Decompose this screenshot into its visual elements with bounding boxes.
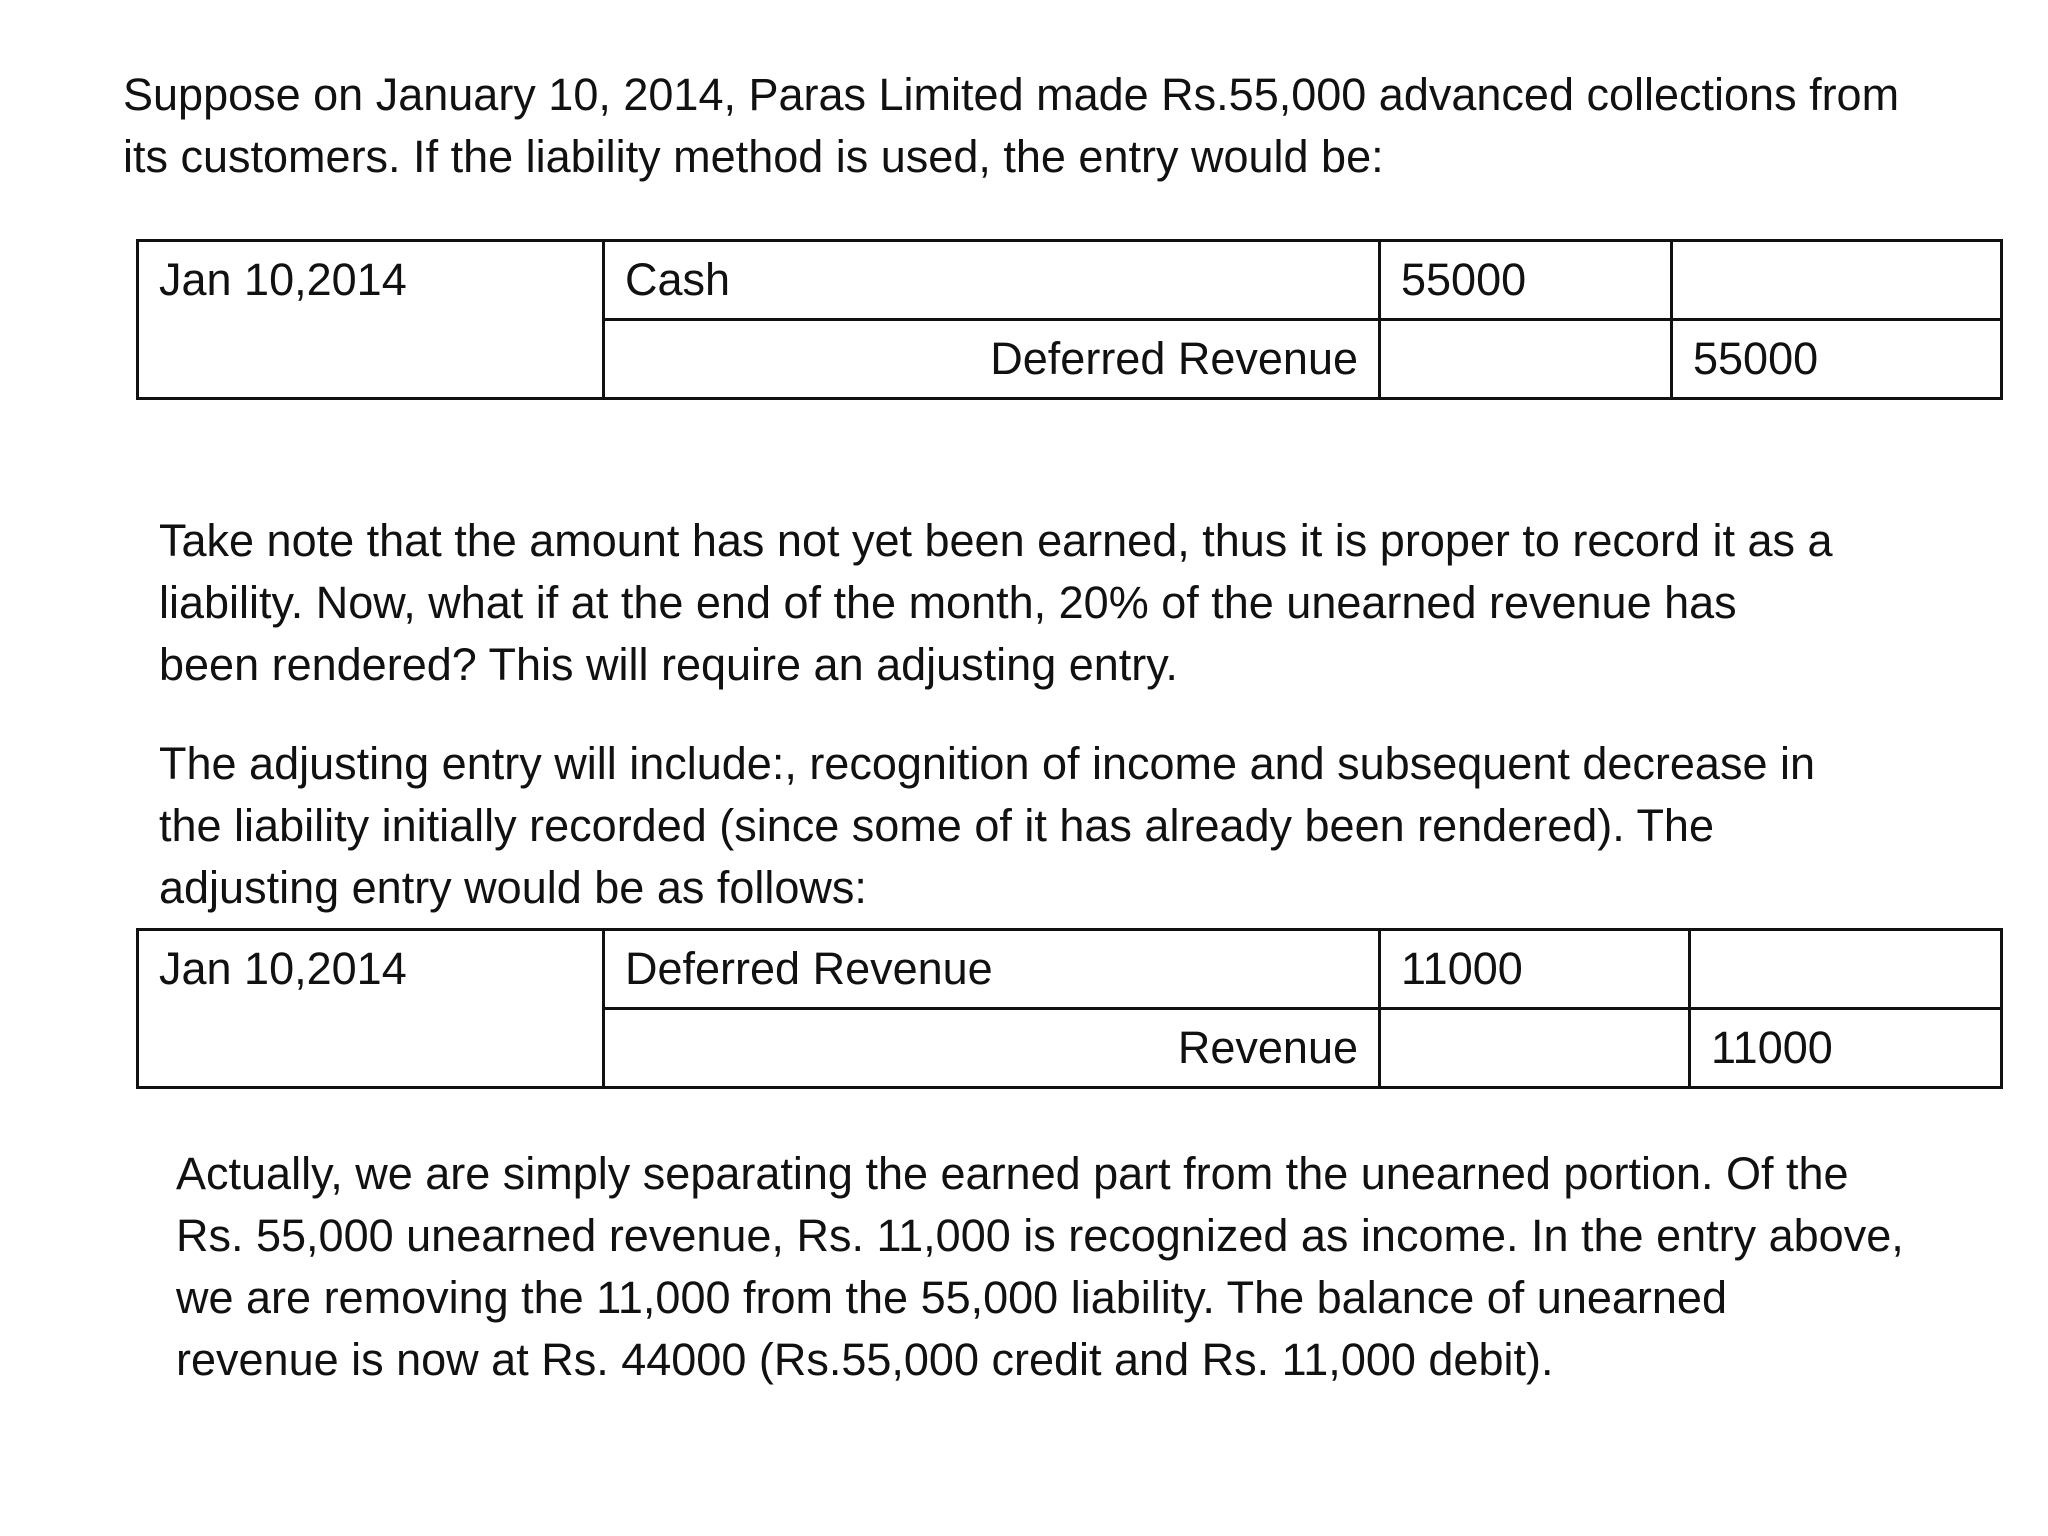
credit-account: Revenue <box>604 1009 1380 1088</box>
entry-date: Jan 10,2014 <box>138 241 604 399</box>
credit-amount-empty <box>1672 241 2002 320</box>
journal-debit-row <box>138 241 2002 320</box>
intro-paragraph: Suppose on January 10, 2014, Paras Limited made Rs.55,000 advanced collections from its customers. If the liability method is used, the entry would be: <box>123 69 1900 182</box>
note-paragraph: Take note that the amount has not yet been earned, thus it is proper to record it as a liability. Now, what if at the end of the month, 20% of the unearned revenue has been rendered? This will require an adjusting entry. <box>159 515 1833 690</box>
conclusion-paragraph: Actually, we are simply separating the earned part from the unearned portion. Of the Rs. 55,000 unearned revenue, Rs. 11,000 is recognized as income. In the entry above, we are removing the 11,000 from the 55,000 liability. The balance of unearned revenue is now at Rs. 44000 (Rs.55,000 credit and Rs. 11,000 debit). <box>176 1148 1904 1385</box>
credit-amount: 55000 <box>1672 320 2002 399</box>
debit-amount-empty <box>1380 320 1672 399</box>
debit-amount: 55000 <box>1380 241 1672 320</box>
journal-debit-row <box>138 930 2002 1009</box>
debit-amount: 11000 <box>1380 930 1690 1009</box>
debit-account: Deferred Revenue <box>604 930 1380 1009</box>
entry-date: Jan 10,2014 <box>138 930 604 1088</box>
journal-entry-table-1 <box>136 239 2003 400</box>
credit-amount-empty <box>1690 930 2002 1009</box>
credit-amount: 11000 <box>1690 1009 2002 1088</box>
debit-amount-empty <box>1380 1009 1690 1088</box>
journal-entry-table-2 <box>136 928 2003 1089</box>
adjusting-intro-paragraph: The adjusting entry will include:, recognition of income and subsequent decrease in the liability initially recorded (since some of it has already been rendered). The adjusting entry would be as follows: <box>159 738 1815 913</box>
debit-account: Cash <box>604 241 1380 320</box>
credit-account: Deferred Revenue <box>604 320 1380 399</box>
